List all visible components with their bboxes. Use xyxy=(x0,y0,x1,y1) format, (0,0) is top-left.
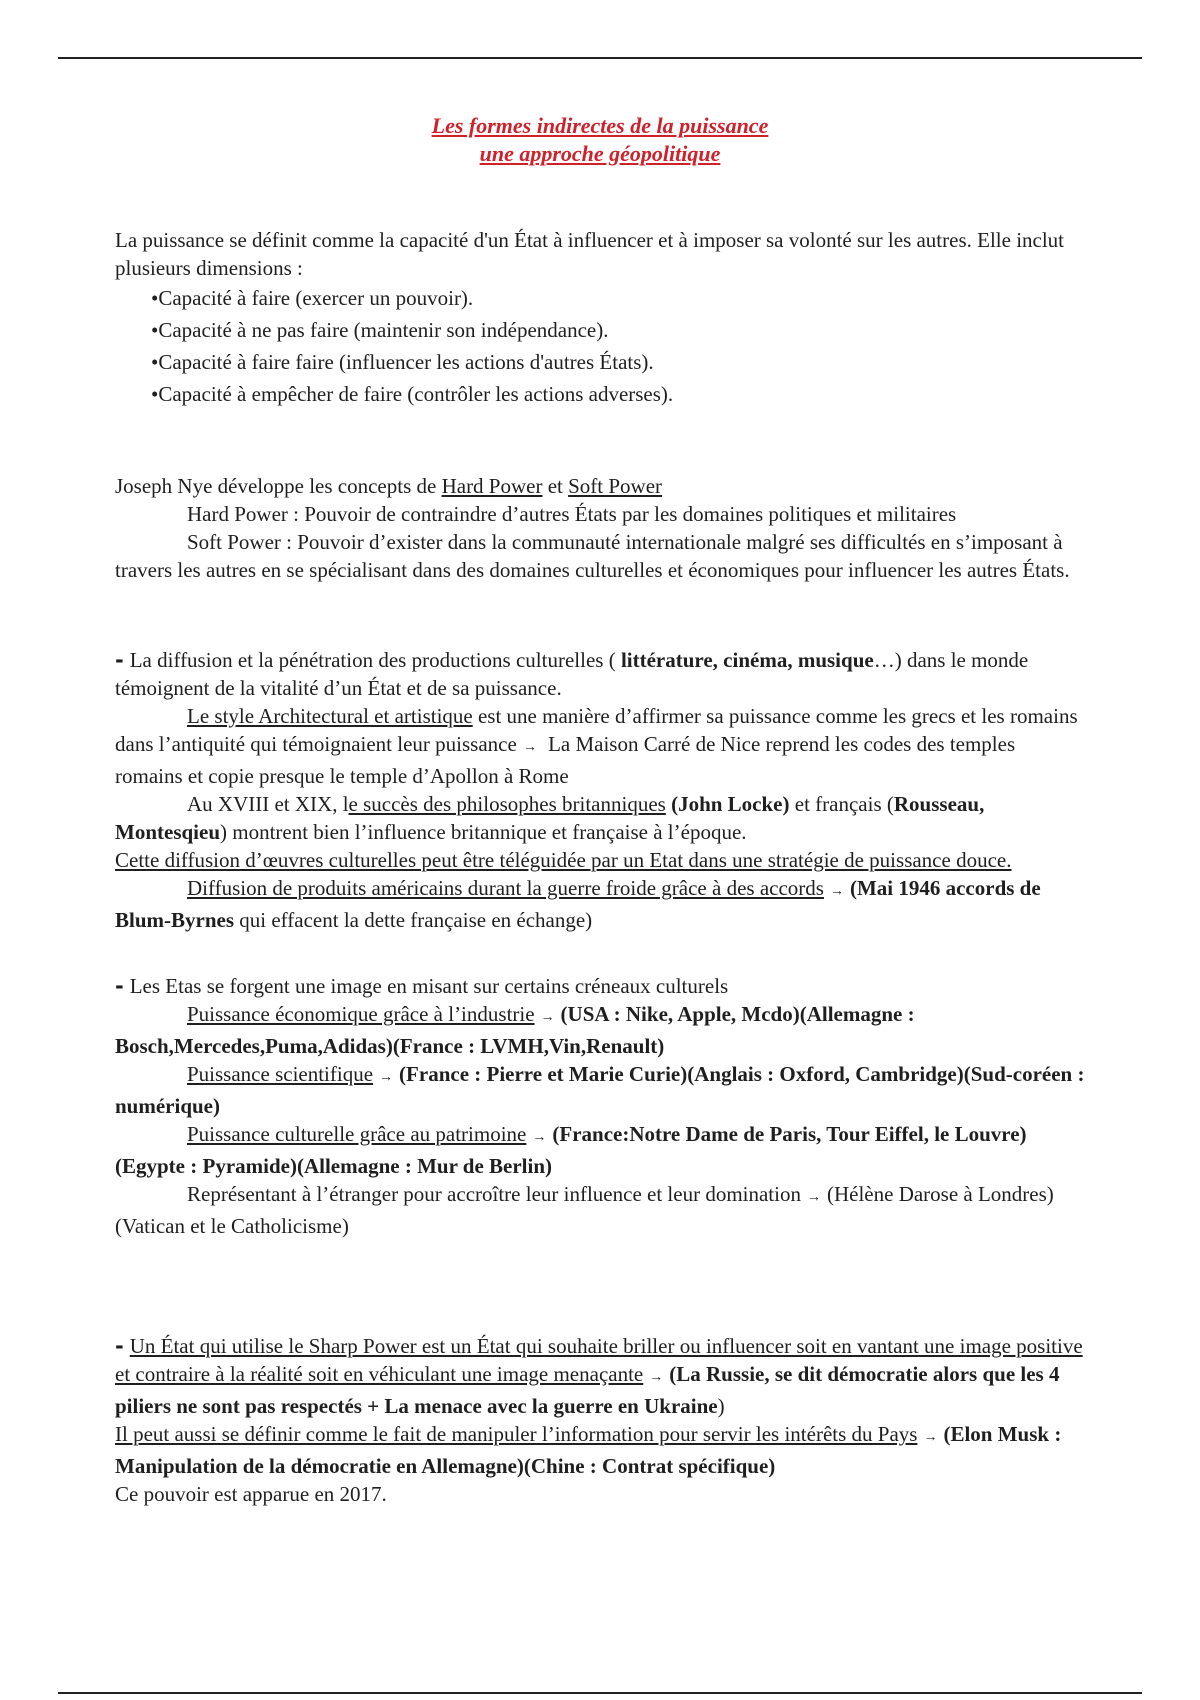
image-paragraph: - Les Etas se forgent une image en misant sur certains créneaux culturels xyxy=(115,974,729,998)
top-rule xyxy=(58,57,1142,59)
arrow-icon: → xyxy=(379,1070,394,1085)
architecture-paragraph: Le style Architectural et artistique est une manière d’affirmer sa puissance comme les grecs et les romains dans l’antiquité qui témoignaient leur puissance → La Maison Carré de Nice reprend les codes des temples romains et copie presque le temple d’Apollon à Rome xyxy=(115,704,1078,788)
representative-paragraph: Représentant à l’étranger pour accroître leur influence et leur domination → (Hélène Darose à Londres)(Vatican et le Catholicisme) xyxy=(115,1182,1054,1238)
title-line-1: Les formes indirectes de la puissance xyxy=(431,113,769,138)
nye-paragraph: Joseph Nye développe les concepts de Hard Power et Soft Power xyxy=(115,474,663,498)
philosophers-paragraph: Au XVIII et XIX, le succès des philosophes britanniques (John Locke) et français (Rousseau, Montesqieu) montrent bien l’influence britannique et française à l’époque. xyxy=(115,792,985,844)
bullet-item: •Capacité à empêcher de faire (contrôler les actions adverses). xyxy=(151,382,674,406)
hard-power-term: Hard Power xyxy=(441,474,543,498)
scientific-power-paragraph: Puissance scientifique → (France : Pierre et Marie Curie)(Anglais : Oxford, Cambridge)(Sud-coréen : numérique) xyxy=(115,1062,1085,1118)
dash-marker: - xyxy=(115,974,124,998)
arrow-icon: → xyxy=(522,740,537,755)
diffusion-paragraph: Cette diffusion d’œuvres culturelles peut être téléguidée par un Etat dans une stratégie de puissance douce. xyxy=(115,848,1012,872)
arrow-icon: → xyxy=(532,1130,547,1145)
arrow-icon: → xyxy=(829,884,844,899)
arrow-icon: → xyxy=(806,1190,821,1205)
arrow-icon: → xyxy=(540,1010,555,1025)
intro-paragraph: La puissance se définit comme la capacité d'un État à influencer et à imposer sa volonté sur les autres. Elle inclut plusieurs dimensions : xyxy=(115,228,1065,280)
title-line-2: une approche géopolitique xyxy=(479,141,721,166)
hard-power-definition: Hard Power : Pouvoir de contraindre d’autres États par les domaines politiques et militaires xyxy=(187,502,957,526)
arrow-icon: → xyxy=(649,1370,664,1385)
economic-power-paragraph: Puissance économique grâce à l’industrie → (USA : Nike, Apple, Mcdo)(Allemagne : Bosch,Mercedes,Puma,Adidas)(France : LVMH,Vin,Renault) xyxy=(115,1002,915,1058)
american-products-paragraph: Diffusion de produits américains durant la guerre froide grâce à des accords → (Mai 1946 accords de Blum-Byrnes qui effacent la dette française en échange) xyxy=(115,876,1041,932)
arrow-icon: → xyxy=(923,1430,938,1445)
soft-power-definition: Soft Power : Pouvoir d’exister dans la communauté internationale malgré ses difficultés en s’imposant à travers les autres en se spécialisant dans des domaines culturelles et économiques pour influencer les autres États. xyxy=(115,530,1070,582)
dash-marker: - xyxy=(115,1334,124,1358)
sharp-power-paragraph: - Un État qui utilise le Sharp Power est un État qui souhaite briller ou influencer soit en vantant une image positive et contraire à la réalité soit en véhiculant une image menaçante → (La Russie, se dit démocratie alors que les 4 piliers ne sont pas respectés + La menace avec la guerre en Ukraine) xyxy=(115,1334,1083,1418)
document-body xyxy=(115,226,1085,1508)
manipulation-paragraph: Il peut aussi se définir comme le fait de manipuler l’information pour servir les intérêts du Pays → (Elon Musk : Manipulation de la démocratie en Allemagne)(Chine : Contrat spécifique) xyxy=(115,1422,1062,1478)
bullet-item: •Capacité à ne pas faire (maintenir son indépendance). xyxy=(151,318,609,342)
dash-marker: - xyxy=(115,648,124,672)
culture-paragraph: - La diffusion et la pénétration des productions culturelles ( littérature, cinéma, musique…) dans le monde témoignent de la vitalité d’un État et de sa puissance. xyxy=(115,648,1029,700)
bullet-item: •Capacité à faire faire (influencer les actions d'autres États). xyxy=(151,350,654,374)
cultural-power-paragraph: Puissance culturelle grâce au patrimoine → (France:Notre Dame de Paris, Tour Eiffel, le Louvre)(Egypte : Pyramide)(Allemagne : Mur de Berlin) xyxy=(115,1122,1027,1178)
soft-power-term: Soft Power xyxy=(568,474,663,498)
date-paragraph: Ce pouvoir est apparue en 2017. xyxy=(115,1482,387,1506)
bottom-rule xyxy=(58,1692,1142,1694)
bullet-item: •Capacité à faire (exercer un pouvoir). xyxy=(151,286,474,310)
page-title xyxy=(0,112,1200,168)
